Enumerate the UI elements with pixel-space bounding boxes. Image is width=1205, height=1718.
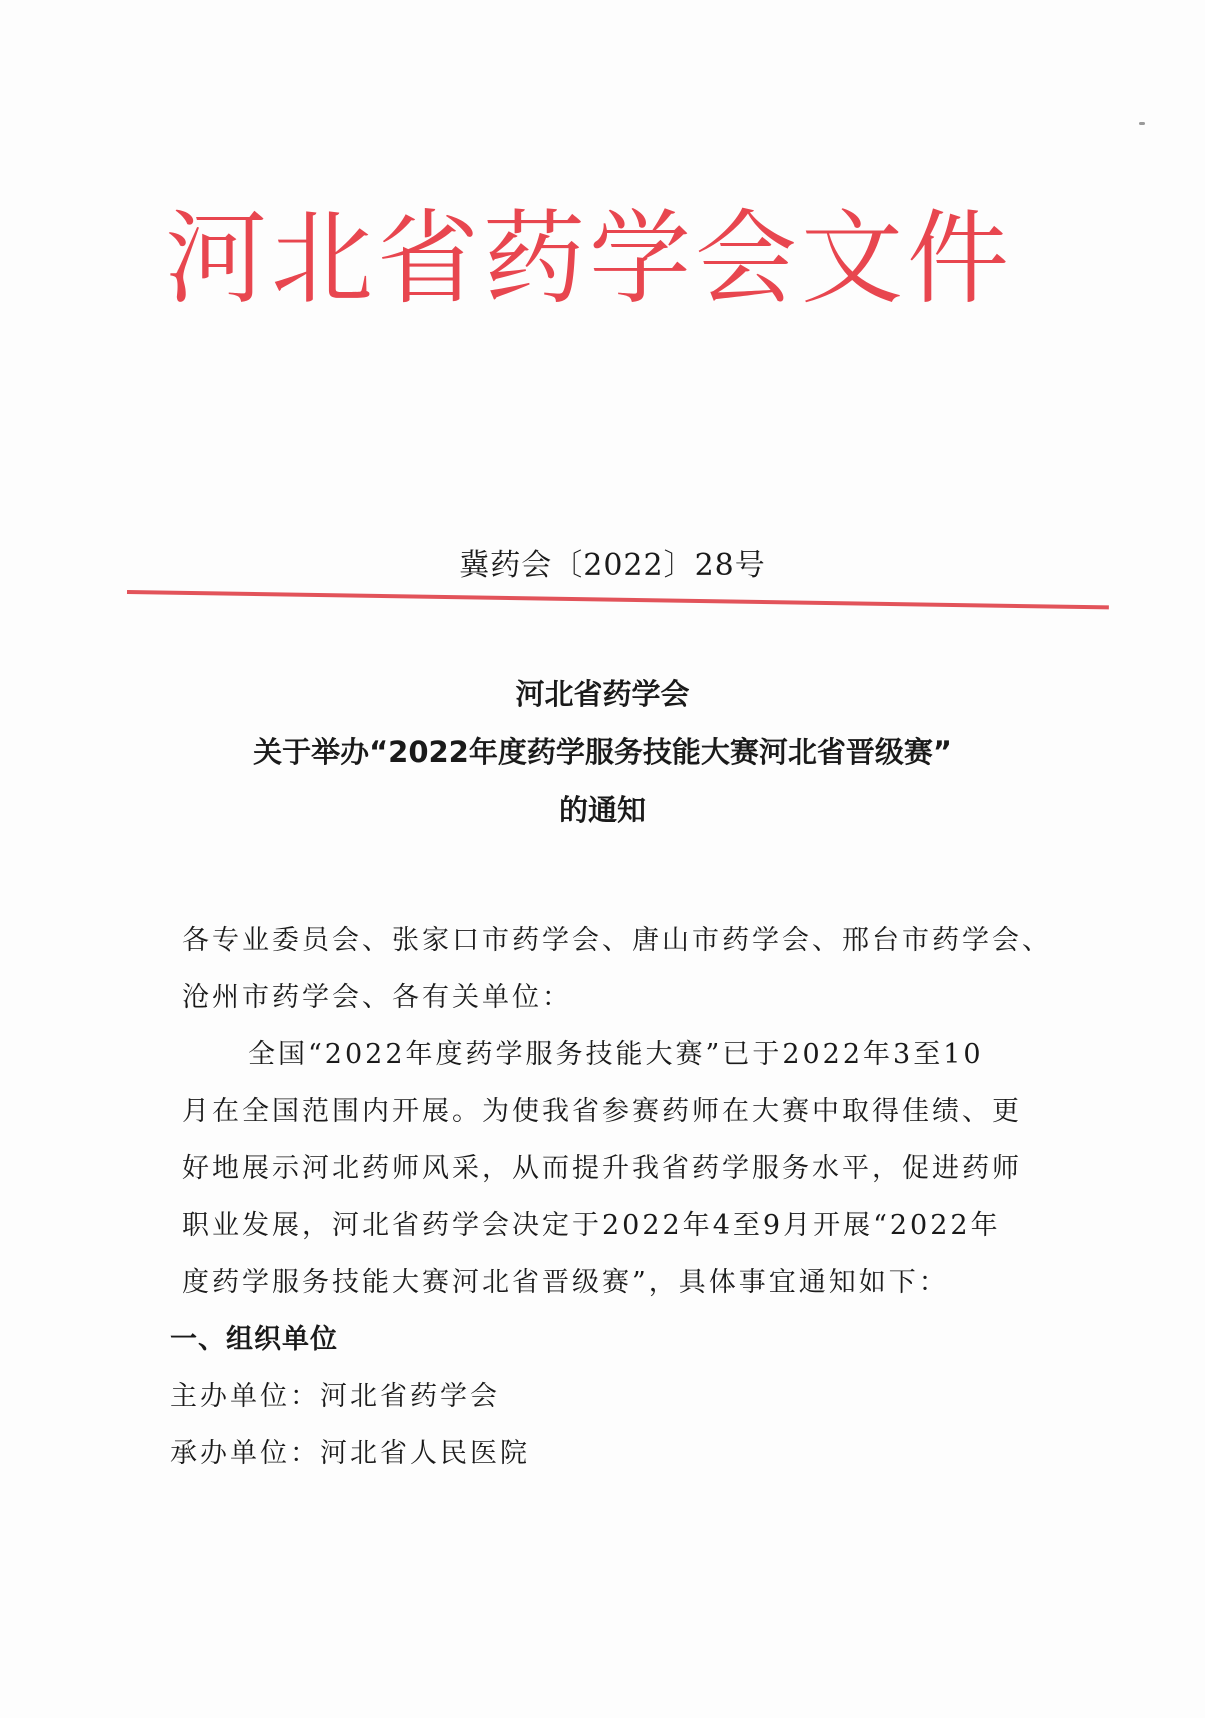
paragraph-line: 月在全国范围内开展。为使我省参赛药师在大赛中取得佳绩、更 <box>182 1096 1022 1127</box>
notice-title-line3: 的通知 <box>558 793 646 827</box>
organizer-line: 主办单位：河北省药学会 <box>170 1381 500 1412</box>
letterhead-title: 河北省药学会文件 <box>165 200 1013 319</box>
notice-title-line2: 关于举办“2022年度药学服务技能大赛河北省晋级赛” <box>253 735 952 769</box>
notice-body <box>170 912 1052 1482</box>
red-divider-line <box>127 590 1109 609</box>
paragraph-line: 度药学服务技能大赛河北省晋级赛”，具体事宜通知如下： <box>182 1267 949 1298</box>
co-organizer-line: 承办单位：河北省人民医院 <box>170 1438 530 1469</box>
scan-speck <box>1139 122 1145 125</box>
section-heading: 一、组织单位 <box>170 1324 338 1355</box>
notice-title <box>0 665 1205 839</box>
notice-title-line1: 河北省药学会 <box>515 677 690 711</box>
recipients-line: 各专业委员会、张家口市药学会、唐山市药学会、邢台市药学会、 <box>182 925 1052 956</box>
recipients-line: 沧州市药学会、各有关单位： <box>182 982 572 1013</box>
paragraph-line: 好地展示河北药师风采，从而提升我省药学服务水平，促进药师 <box>182 1153 1022 1184</box>
document-number: 冀药会〔2022〕28号 <box>459 548 766 583</box>
paragraph-line: 职业发展，河北省药学会决定于2022年4至9月开展“2022年 <box>182 1210 1001 1241</box>
paragraph-line: 全国“2022年度药学服务技能大赛”已于2022年3至10 <box>248 1039 984 1070</box>
